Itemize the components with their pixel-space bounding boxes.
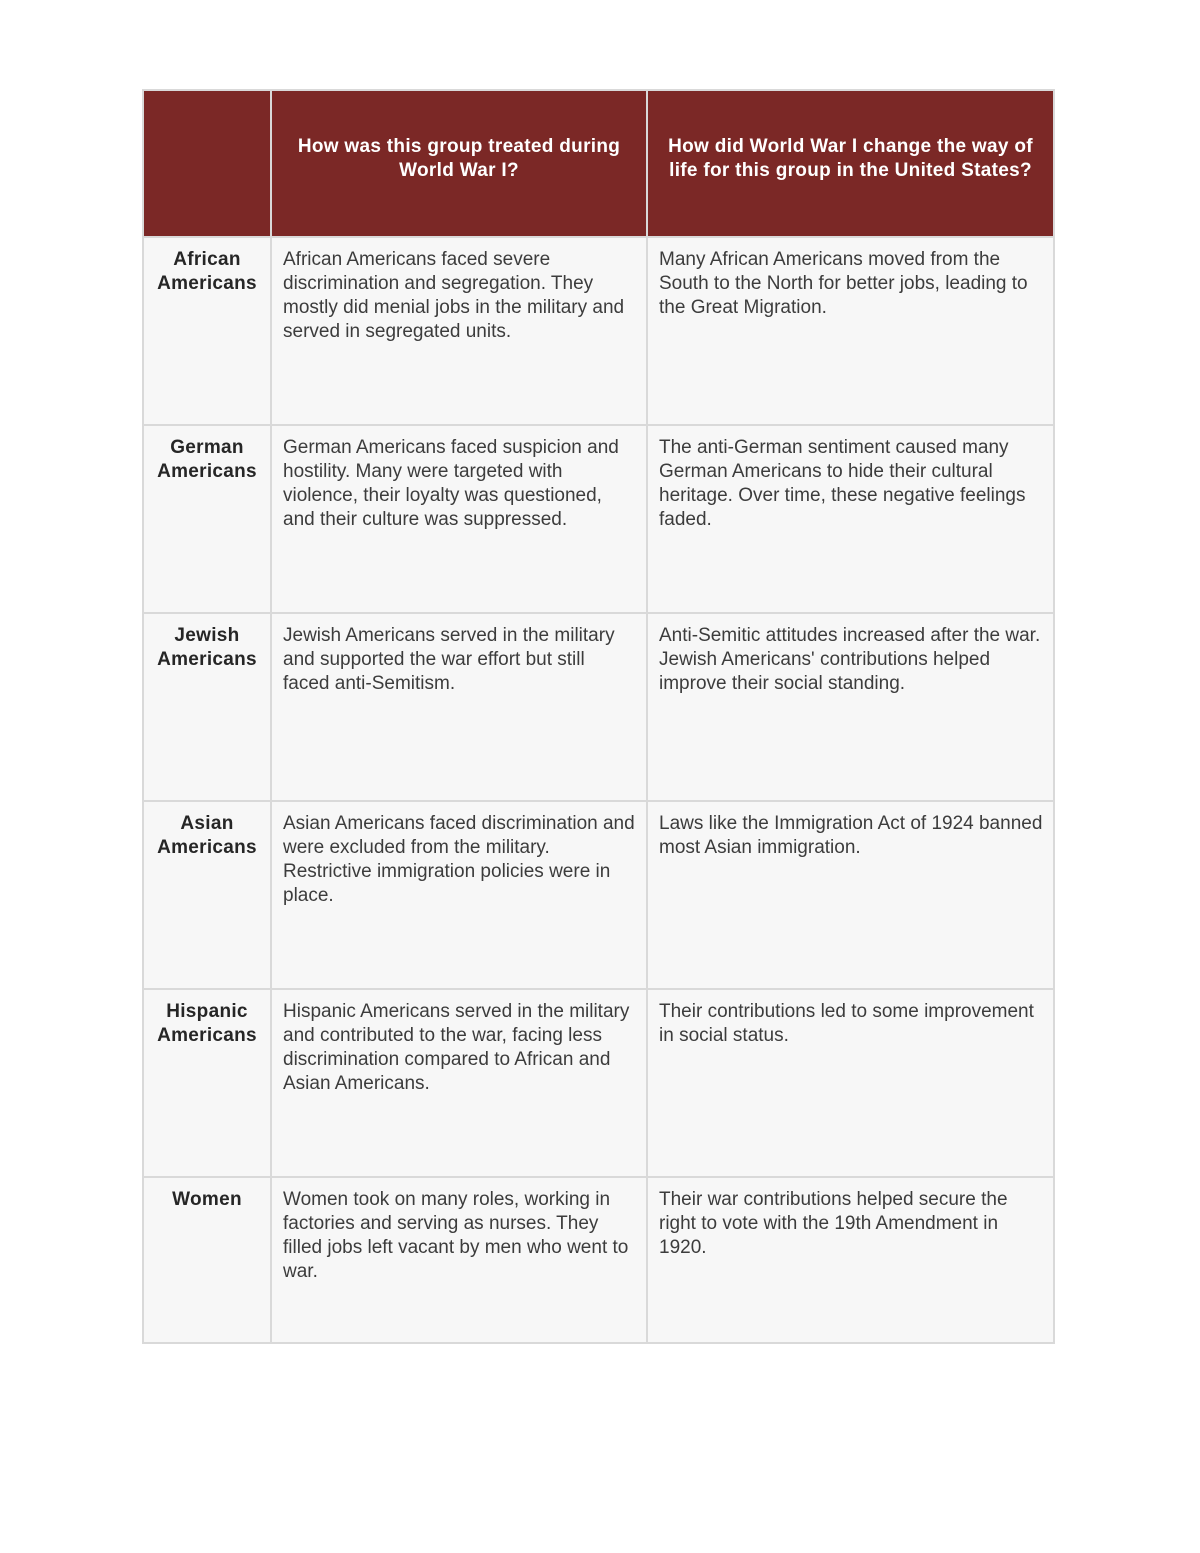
change-cell: The anti-German sentiment caused many German Americans to hide their cultural heritage. Over time, these negative feelings faded.: [647, 425, 1054, 613]
group-cell: Hispanic Americans: [143, 989, 271, 1177]
group-cell: Women: [143, 1177, 271, 1343]
table-row: [143, 989, 1054, 1177]
table-header-row: [143, 90, 1054, 237]
change-cell: Laws like the Immigration Act of 1924 banned most Asian immigration.: [647, 801, 1054, 989]
table-row: [143, 1177, 1054, 1343]
group-cell: African Americans: [143, 237, 271, 425]
group-cell: Asian Americans: [143, 801, 271, 989]
table-row: [143, 425, 1054, 613]
treatment-cell: Jewish Americans served in the military and supported the war effort but still faced anti-Semitism.: [271, 613, 647, 801]
table-row: [143, 237, 1054, 425]
treatment-cell: Hispanic Americans served in the military and contributed to the war, facing less discrimination compared to African and Asian Americans.: [271, 989, 647, 1177]
header-cell-treatment: How was this group treated during World War I?: [271, 90, 647, 237]
change-cell: Anti-Semitic attitudes increased after the war. Jewish Americans' contributions helped improve their social standing.: [647, 613, 1054, 801]
treatment-cell: African Americans faced severe discrimination and segregation. They mostly did menial jobs in the military and served in segregated units.: [271, 237, 647, 425]
change-cell: Their war contributions helped secure the right to vote with the 19th Amendment in 1920.: [647, 1177, 1054, 1343]
header-cell-change: How did World War I change the way of life for this group in the United States?: [647, 90, 1054, 237]
comparison-table: [142, 89, 1055, 1344]
group-cell: Jewish Americans: [143, 613, 271, 801]
treatment-cell: German Americans faced suspicion and hostility. Many were targeted with violence, their loyalty was questioned, and their culture was suppressed.: [271, 425, 647, 613]
change-cell: Their contributions led to some improvement in social status.: [647, 989, 1054, 1177]
header-cell-corner: [143, 90, 271, 237]
treatment-cell: Women took on many roles, working in factories and serving as nurses. They filled jobs left vacant by men who went to war.: [271, 1177, 647, 1343]
table-row: [143, 613, 1054, 801]
change-cell: Many African Americans moved from the South to the North for better jobs, leading to the Great Migration.: [647, 237, 1054, 425]
group-cell: German Americans: [143, 425, 271, 613]
table-row: [143, 801, 1054, 989]
treatment-cell: Asian Americans faced discrimination and were excluded from the military. Restrictive immigration policies were in place.: [271, 801, 647, 989]
